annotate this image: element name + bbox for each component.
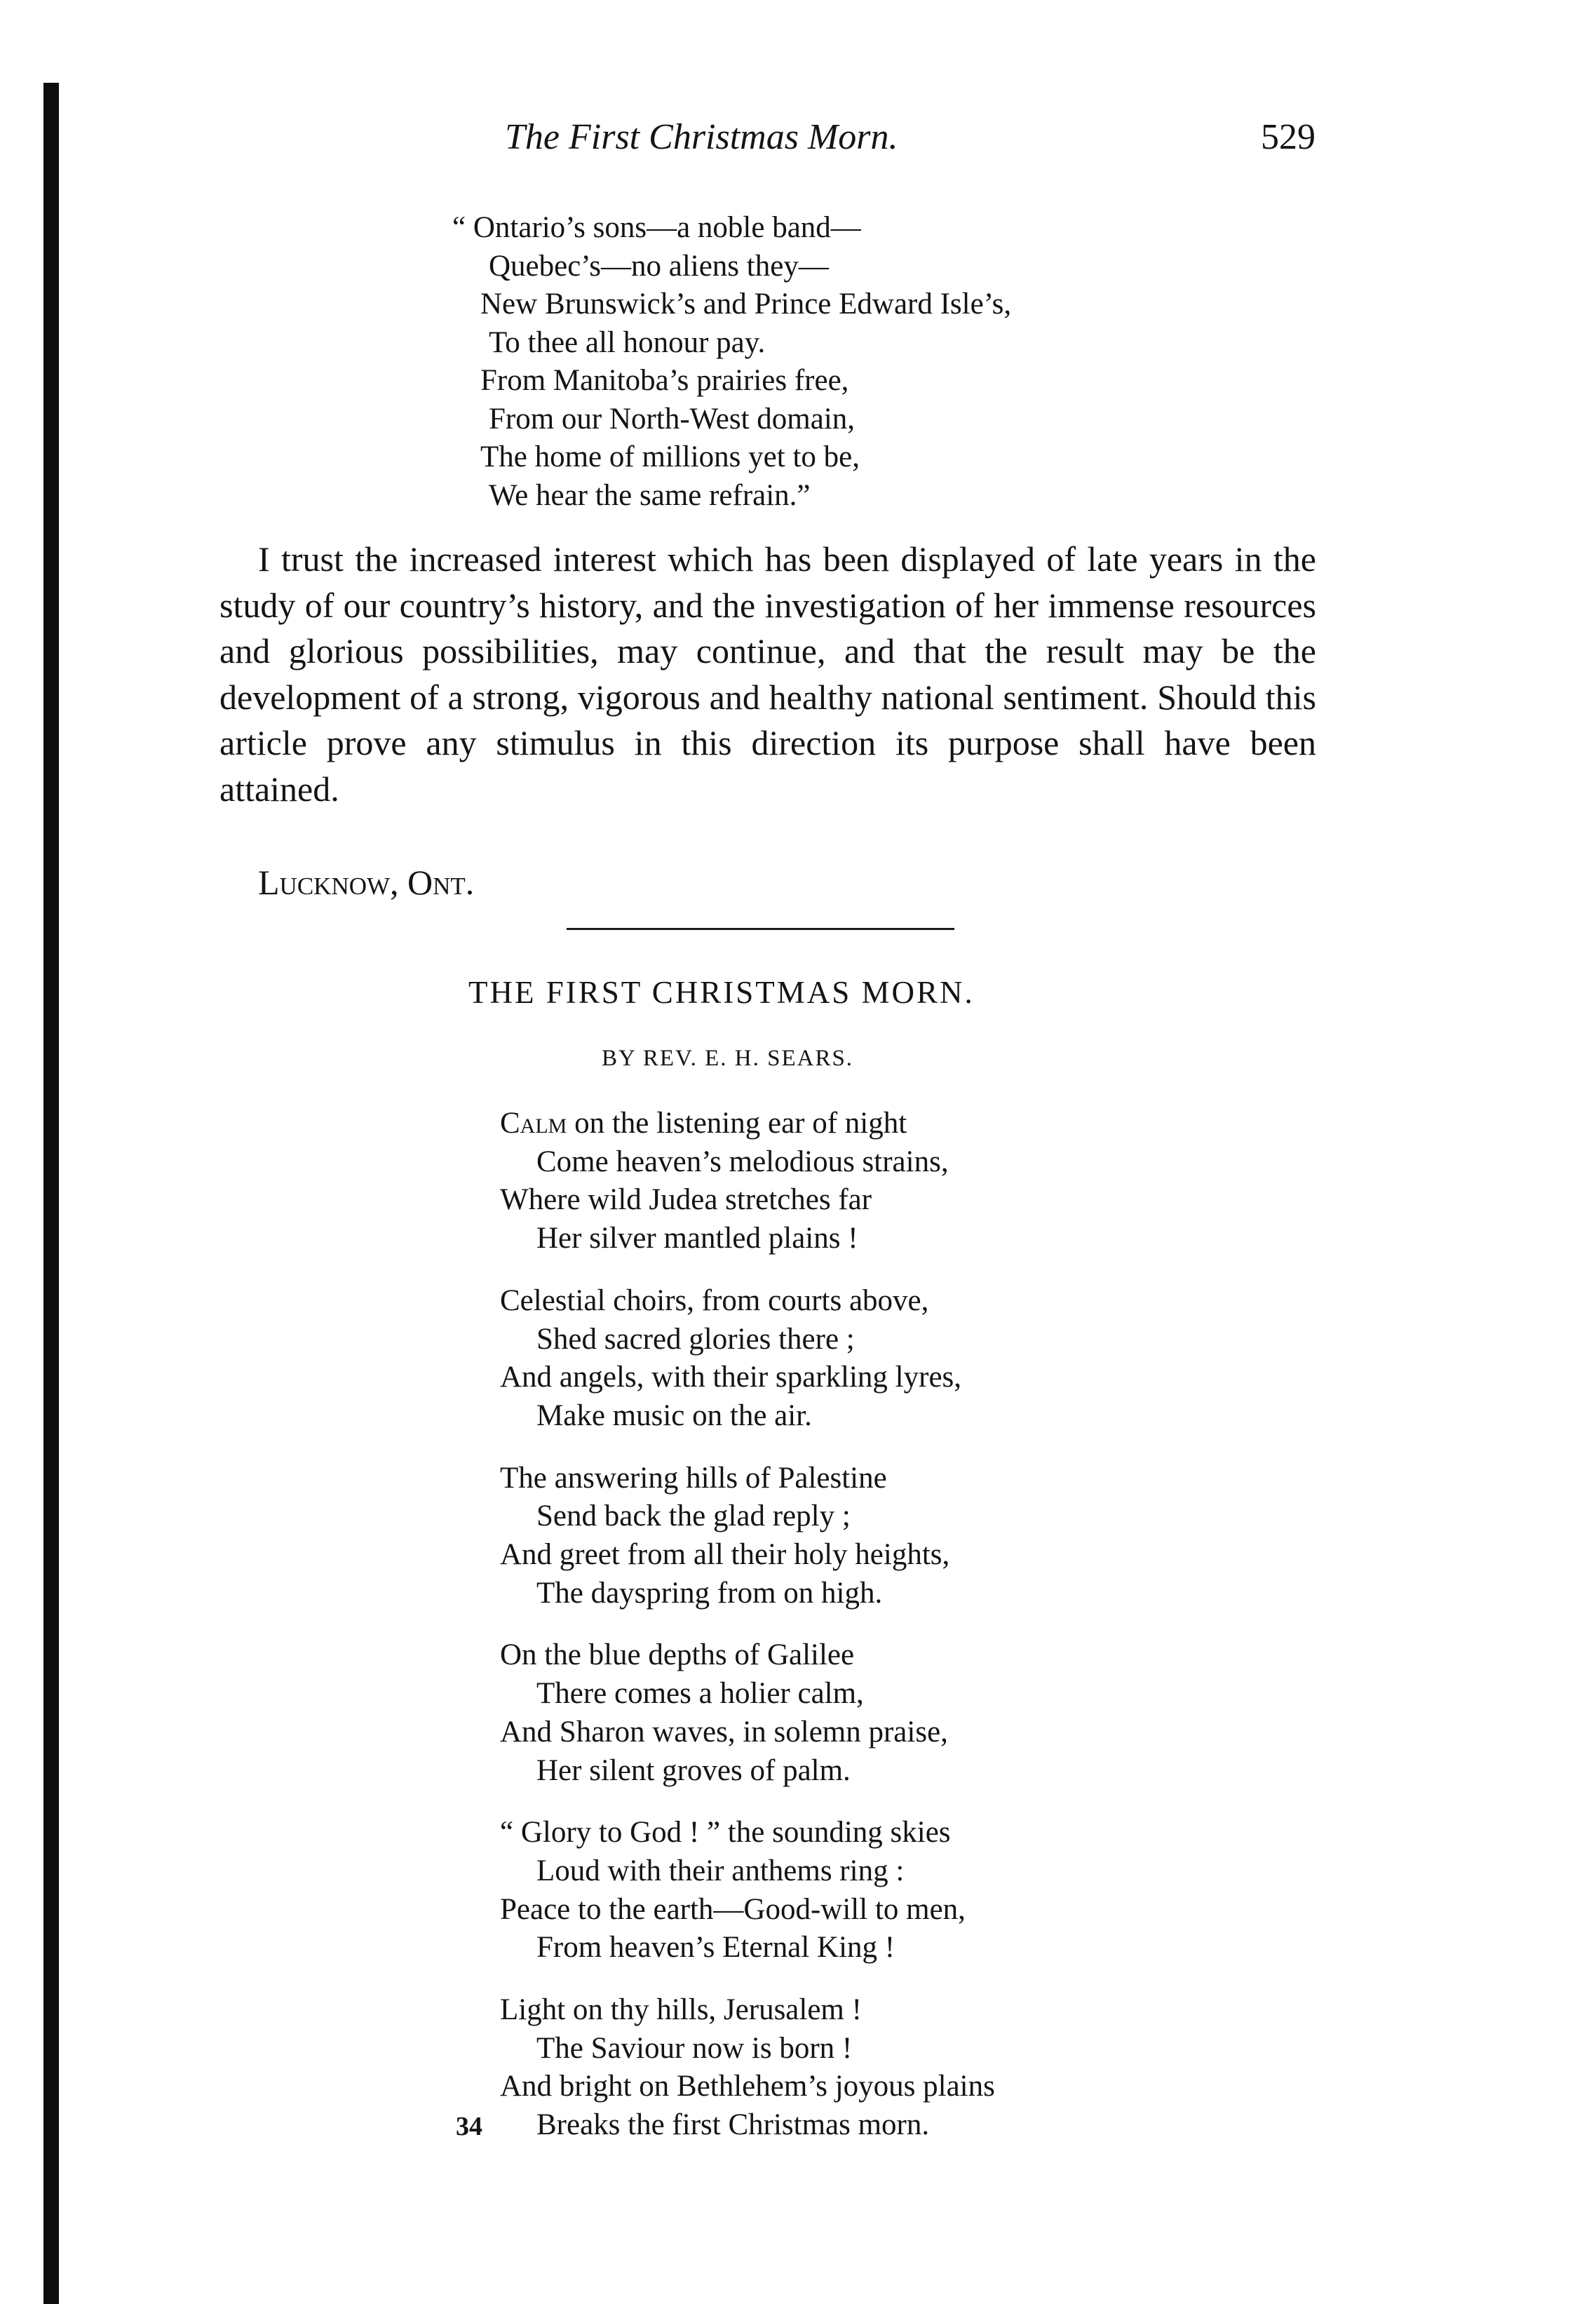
quoted-poem-line: New Brunswick’s and Prince Edward Isle’s, [480,288,1012,321]
poem-line: Send back the glad reply ; [536,1500,851,1533]
poem-line: The dayspring from on high. [536,1576,883,1610]
poem-first-line-rest: on the listening ear of night [567,1107,907,1140]
quoted-poem-line: From Manitoba’s prairies free, [480,364,849,397]
poem-line: The Saviour now is born ! [536,2031,853,2065]
quoted-poem-line: To thee all honour pay. [489,325,766,359]
poem-line: Where wild Judea stretches far [500,1183,872,1217]
poem-line: The answering hills of Palestine [500,1461,887,1495]
poem-line: Peace to the earth—Good-will to men, [500,1892,966,1926]
poem-line: And angels, with their sparkling lyres, [500,1361,962,1394]
poem-line: From heaven’s Eternal King ! [536,1931,895,1965]
poem-first-word: Calm [500,1107,567,1140]
poem-stanza [500,1991,995,2145]
poem-line: And greet from all their holy heights, [500,1538,950,1572]
article-body [219,537,1316,813]
article-paragraph: I trust the increased interest which has been displayed of late years in the study of our country’s history, and the investigation of her immense resources and glorious possibilities, may continue, and that the result may be the development of a strong, vigorous and healthy national sentiment. Should this article prove any stimulus in this direction its purpose shall have been attained. [219,539,1316,809]
quoted-poem-line: The home of millions yet to be, [480,440,860,473]
poem-line: Make music on the air. [536,1399,812,1432]
quoted-poem [452,209,1011,515]
quoted-poem-line: “ Ontario’s sons—a noble band— [452,211,861,244]
poem-line: On the blue depths of Galilee [500,1638,855,1672]
poem-line: There comes a holier calm, [536,1677,864,1711]
poem-line: Shed sacred glories there ; [536,1322,855,1356]
poem-line: Her silent groves of palm. [536,1753,851,1787]
signature-mark: 34 [456,2112,482,2141]
poem-line: “ Glory to God ! ” the sounding skies [500,1816,951,1850]
running-title: The First Christmas Morn. [505,117,898,157]
poem-author: BY REV. E. H. SEARS. [602,1046,854,1071]
poem-stanza [500,1636,995,1790]
poem-line: And Sharon waves, in solemn praise, [500,1715,948,1749]
poem-body [500,1105,995,2169]
poem-line: Her silver mantled plains ! [536,1222,858,1255]
poem-line [500,1105,995,1143]
quoted-poem-line: From our North-West domain, [489,402,856,436]
poem-stanza [500,1814,995,1967]
poem-stanza [500,1282,995,1436]
poem-stanza [500,1460,995,1613]
page-number: 529 [1261,117,1316,157]
quoted-poem-line: We hear the same refrain.” [489,478,811,512]
poem-stanza [500,1105,995,1258]
article-signoff: Lucknow, Ont. [258,863,475,902]
quoted-poem-line: Quebec’s—no aliens they— [489,249,829,283]
section-divider [567,928,954,930]
poem-line: Breaks the first Christmas morn. [536,2108,930,2142]
poem-line: Light on thy hills, Jerusalem ! [500,1993,862,2027]
poem-line: Come heaven’s melodious strains, [536,1145,949,1178]
poem-line: Celestial choirs, from courts above, [500,1284,929,1317]
poem-line: Loud with their anthems ring : [536,1854,905,1887]
poem-line: And bright on Bethlehem’s joyous plains [500,2070,995,2103]
binding-edge [43,83,59,2304]
poem-title: THE FIRST CHRISTMAS MORN. [468,975,975,1010]
